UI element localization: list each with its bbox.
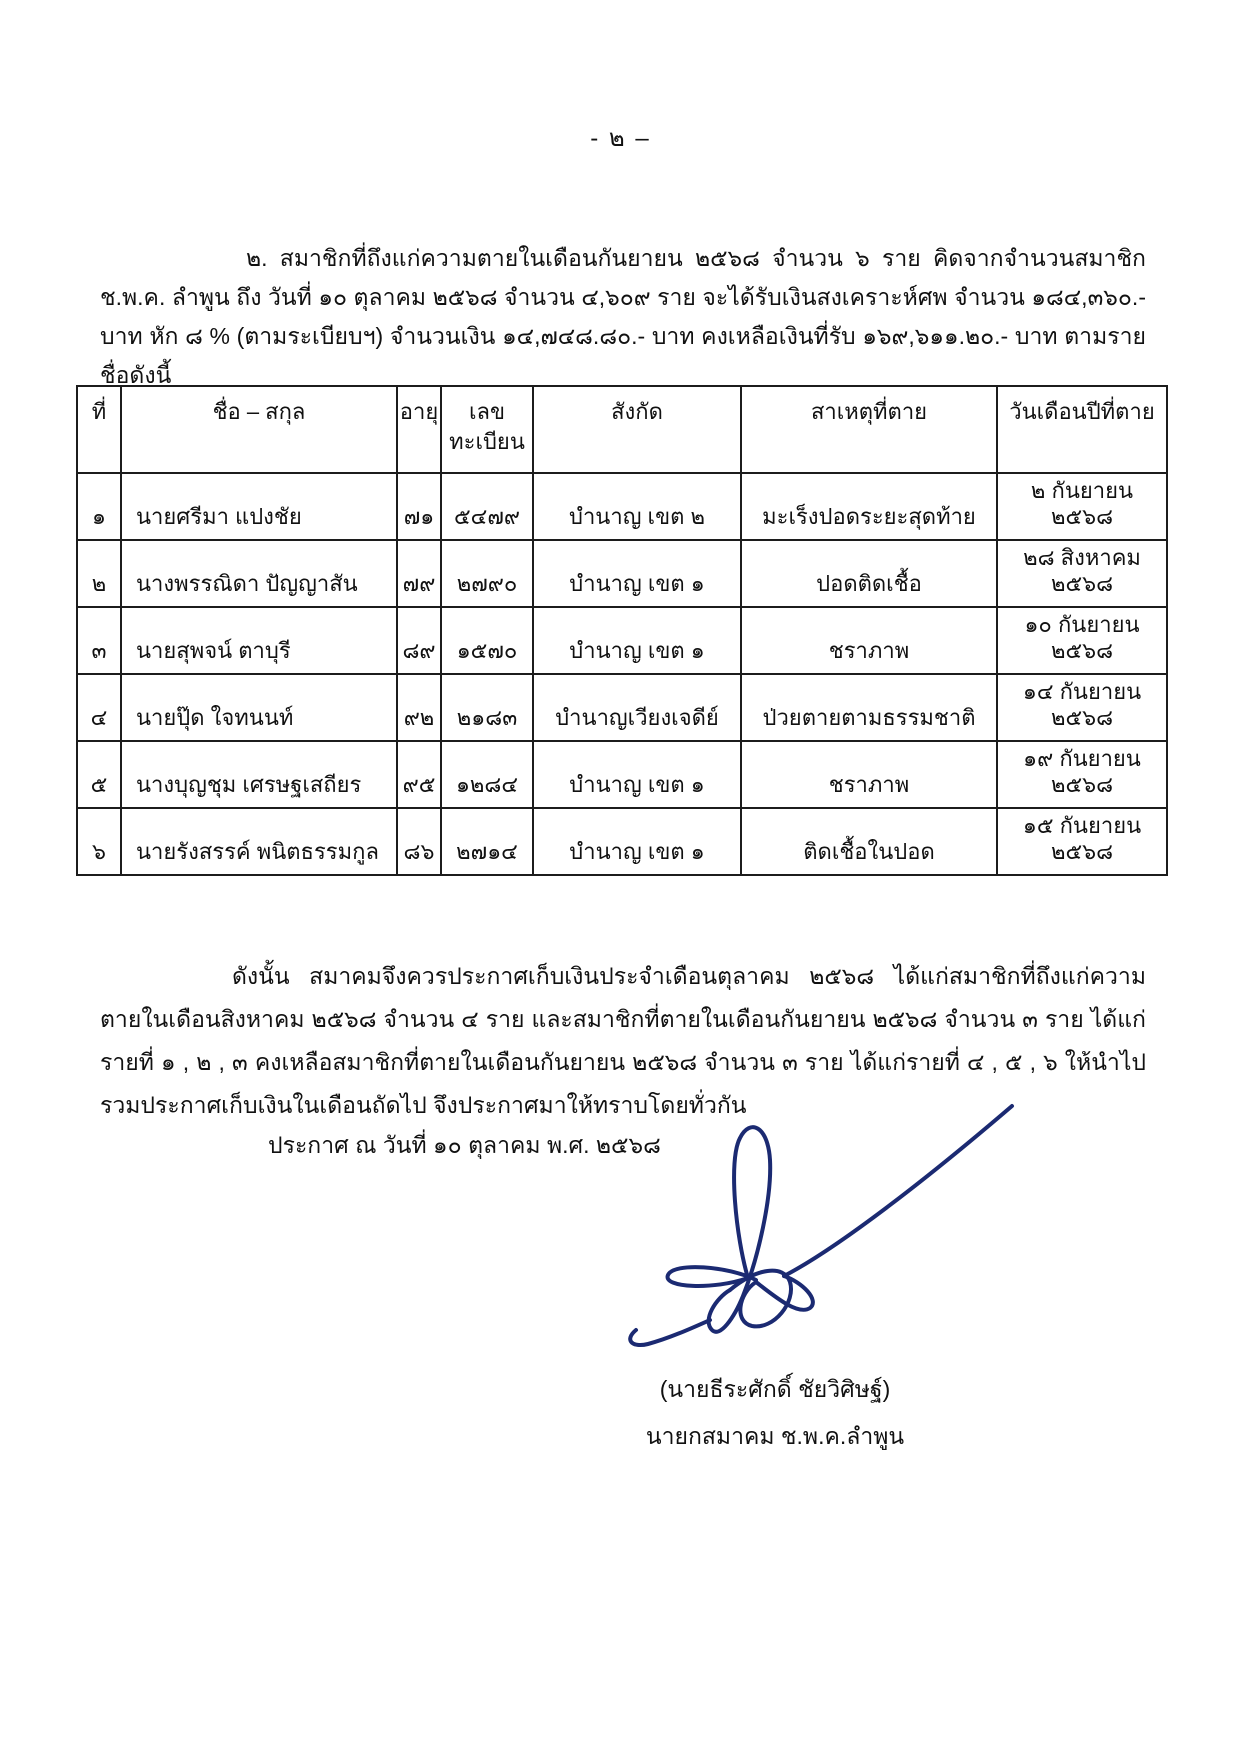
cell-affiliation: บำนาญ เขต ๑ [533,741,741,808]
table-row [77,473,1167,540]
cell-death-date: ๑๕ กันยายน ๒๕๖๘ [997,808,1167,875]
cell-affiliation: บำนาญ เขต ๑ [533,808,741,875]
cell-no: ๔ [77,674,121,741]
cell-age: ๙๕ [397,741,441,808]
cell-cause: ชราภาพ [741,607,997,674]
cell-cause: ชราภาพ [741,741,997,808]
cell-reg-no: ๑๒๘๔ [441,741,533,808]
header-affiliation: สังกัด [533,386,741,473]
closing-paragraph: ดังนั้น สมาคมจึงควรประกาศเก็บเงินประจำเดือนตุลาคม ๒๕๖๘ ได้แก่สมาชิกที่ถึงแก่ความตายในเดือนสิงหาคม ๒๕๖๘ จำนวน ๔ ราย และสมาชิกที่ตายในเดือนกันยายน ๒๕๖๘ จำนวน ๓ ราย ได้แก่รายที่ ๑ , ๒ , ๓ คงเหลือสมาชิกที่ตายในเดือนกันยายน ๒๕๖๘ จำนวน ๓ ราย ได้แก่รายที่ ๔ , ๕ , ๖ ให้นำไปรวมประกาศเก็บเงินในเดือนถัดไป จึงประกาศมาให้ทราบโดยทั่วกัน [100,963,1146,1118]
cell-reg-no: ๒๗๑๔ [441,808,533,875]
header-death-date: วันเดือนปีที่ตาย [997,386,1167,473]
cell-cause: ติดเชื้อในปอด [741,808,997,875]
table-row [77,674,1167,741]
header-cause: สาเหตุที่ตาย [741,386,997,473]
header-reg-no: เลข ทะเบียน [441,386,533,473]
cell-name: นางพรรณิดา ปัญญาสัน [121,540,397,607]
cell-reg-no: ๒๑๘๓ [441,674,533,741]
cell-cause: มะเร็งปอดระยะสุดท้าย [741,473,997,540]
cell-affiliation: บำนาญเวียงเจดีย์ [533,674,741,741]
cell-death-date: ๑๔ กันยายน ๒๕๖๘ [997,674,1167,741]
cell-age: ๗๑ [397,473,441,540]
cell-cause: ปอดติดเชื้อ [741,540,997,607]
cell-affiliation: บำนาญ เขต ๒ [533,473,741,540]
cell-reg-no: ๑๕๗๐ [441,607,533,674]
page-number: - ๒ – [590,125,651,152]
cell-affiliation: บำนาญ เขต ๑ [533,540,741,607]
signature-strokes [630,1106,1012,1345]
intro-paragraph: ๒. สมาชิกที่ถึงแก่ความตายในเดือนกันยายน ๒๕๖๘ จำนวน ๖ ราย คิดจากจำนวนสมาชิก ช.พ.ค. ลำพูน ถึง วันที่ ๑๐ ตุลาคม ๒๕๖๘ จำนวน ๔,๖๐๙ ราย จะได้รับเงินสงเคราะห์ศพ จำนวน ๑๘๔,๓๖๐.- บาท หัก ๘ % (ตามระเบียบฯ) จำนวนเงิน ๑๔,๗๔๘.๘๐.- บาท คงเหลือเงินที่รับ ๑๖๙,๖๑๑.๒๐.- บาท ตามรายชื่อดังนี้ [100,245,1146,388]
announcement-date-line: ประกาศ ณ วันที่ ๑๐ ตุลาคม พ.ศ. ๒๕๖๘ [268,1132,661,1158]
table-row [77,808,1167,875]
cell-age: ๘๖ [397,808,441,875]
cell-death-date: ๒ กันยายน ๒๕๖๘ [997,473,1167,540]
header-name: ชื่อ – สกุล [121,386,397,473]
table-row [77,741,1167,808]
signer-name: (นายธีระศักดิ์ ชัยวิศิษฐ์) [659,1376,891,1402]
cell-age: ๙๒ [397,674,441,741]
cell-affiliation: บำนาญ เขต ๑ [533,607,741,674]
signer-block [545,1366,1005,1460]
handwritten-signature [588,1068,1034,1364]
cell-death-date: ๑๙ กันยายน ๒๕๖๘ [997,741,1167,808]
cell-name: นายสุพจน์ ตาบุรี [121,607,397,674]
cell-no: ๕ [77,741,121,808]
cell-death-date: ๑๐ กันยายน ๒๕๖๘ [997,607,1167,674]
cell-no: ๓ [77,607,121,674]
cell-death-date: ๒๘ สิงหาคม ๒๕๖๘ [997,540,1167,607]
cell-age: ๘๙ [397,607,441,674]
header-no: ที่ [77,386,121,473]
cell-cause: ป่วยตายตามธรรมชาติ [741,674,997,741]
cell-reg-no: ๒๗๙๐ [441,540,533,607]
deceased-members-table [76,385,1168,876]
cell-name: นายปุ๊ด ใจทนนท์ [121,674,397,741]
table-header-row [77,386,1167,473]
table-row [77,540,1167,607]
cell-no: ๒ [77,540,121,607]
cell-no: ๑ [77,473,121,540]
cell-no: ๖ [77,808,121,875]
signer-title: นายกสมาคม ช.พ.ค.ลำพูน [645,1423,905,1449]
cell-age: ๗๙ [397,540,441,607]
header-age: อายุ [397,386,441,473]
cell-name: นายศรีมา แปงชัย [121,473,397,540]
cell-name: นายรังสรรค์ พนิตธรรมกูล [121,808,397,875]
table-row [77,607,1167,674]
cell-name: นางบุญชุม เศรษฐเสถียร [121,741,397,808]
cell-reg-no: ๕๔๗๙ [441,473,533,540]
